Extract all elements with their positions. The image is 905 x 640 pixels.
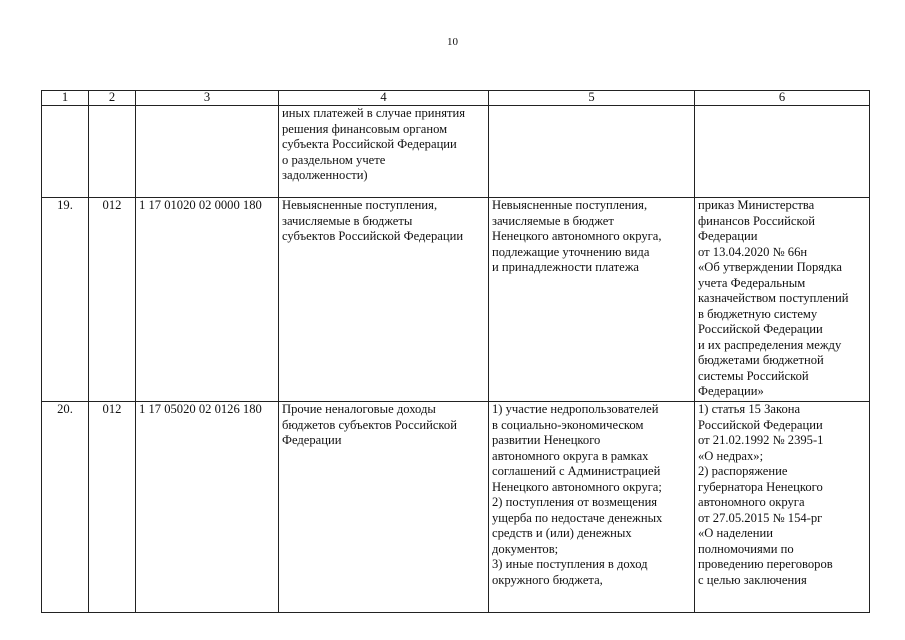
- header-col-1: 1: [42, 91, 89, 106]
- text-line: Невыясненные поступления,: [492, 198, 648, 212]
- text-line: зачисляемые в бюджет: [492, 213, 614, 228]
- text-line: губернатора Ненецкого: [698, 479, 823, 494]
- text-line: развитии Ненецкого: [492, 433, 601, 447]
- text-line: окружного бюджета,: [492, 572, 603, 587]
- text-line: 3) иные поступления в доход: [492, 557, 648, 571]
- table-row-continuation: [42, 106, 870, 198]
- text-line: Ненецкого автономного округа,: [492, 229, 662, 243]
- text-line: «О недрах»;: [698, 448, 764, 463]
- text-line: полномочиями по: [698, 541, 794, 556]
- header-col-4: 4: [279, 91, 489, 106]
- cell-admin-code: 012: [89, 402, 136, 613]
- text-line: зачисляемые в бюджеты: [282, 213, 413, 228]
- cell-number: [42, 106, 89, 198]
- table-row: [42, 198, 870, 402]
- text-line: субъекта Российской Федерации: [282, 137, 457, 151]
- text-line: Федерации»: [698, 384, 764, 398]
- text-line: системы Российской: [698, 368, 809, 383]
- revenue-classification-table: [41, 90, 870, 613]
- text-line: «Об утверждении Порядка: [698, 260, 842, 274]
- text-line: финансов Российской: [698, 213, 816, 228]
- text-line: учета Федеральным: [698, 275, 806, 290]
- text-line: от 13.04.2020 № 66н: [698, 244, 808, 259]
- text-line: 2) поступления от возмещения: [492, 495, 658, 509]
- header-col-6: 6: [695, 91, 870, 106]
- text-line: от 27.05.2015 № 154-рг: [698, 510, 823, 525]
- cell-admin-code: [89, 106, 136, 198]
- text-line: средств и (или) денежных: [492, 526, 632, 540]
- text-line: 2) распоряжение: [698, 464, 788, 478]
- text-line: Федерации: [282, 433, 342, 447]
- text-line: иных платежей в случае принятия: [282, 106, 466, 120]
- cell-income-name: [279, 106, 489, 198]
- text-line: Невыясненные поступления,: [282, 198, 438, 212]
- text-line: ущерба по недостаче денежных: [492, 510, 663, 525]
- page-number: 10: [447, 36, 458, 48]
- text-line: бюджетов субъектов Российской: [282, 417, 457, 432]
- text-line: бюджетами бюджетной: [698, 353, 824, 367]
- text-line: Ненецкого автономного округа;: [492, 479, 662, 494]
- cell-income-name: [279, 198, 489, 402]
- text-line: Прочие неналоговые доходы: [282, 402, 436, 416]
- table-header-row: [42, 91, 870, 106]
- text-line: в бюджетную систему: [698, 306, 818, 321]
- text-line: и их распределения между: [698, 337, 842, 352]
- cell-legal-basis: [695, 198, 870, 402]
- text-line: Российской Федерации: [698, 417, 823, 432]
- cell-income-name: [279, 402, 489, 613]
- text-line: 1) статья 15 Закона: [698, 402, 801, 416]
- cell-description: [489, 198, 695, 402]
- cell-budget-code: 1 17 05020 02 0126 180: [136, 402, 279, 613]
- text-line: задолженности): [282, 168, 368, 182]
- cell-legal-basis: [695, 106, 870, 198]
- cell-number: 19.: [42, 198, 89, 402]
- text-line: приказ Министерства: [698, 198, 815, 212]
- text-line: казначейством поступлений: [698, 291, 849, 305]
- cell-description: [489, 106, 695, 198]
- text-line: о раздельном учете: [282, 152, 386, 167]
- text-line: в социально-экономическом: [492, 417, 644, 432]
- header-col-3: 3: [136, 91, 279, 106]
- text-line: «О наделении: [698, 526, 773, 540]
- text-line: от 21.02.1992 № 2395-1: [698, 433, 824, 447]
- text-line: и принадлежности платежа: [492, 260, 639, 274]
- text-line: Федерации: [698, 229, 758, 243]
- text-line: решения финансовым органом: [282, 121, 448, 136]
- header-col-2: 2: [89, 91, 136, 106]
- text-line: проведению переговоров: [698, 557, 833, 571]
- table-row: [42, 402, 870, 613]
- cell-legal-basis: [695, 402, 870, 613]
- text-line: с целью заключения: [698, 572, 807, 587]
- cell-admin-code: 012: [89, 198, 136, 402]
- cell-budget-code: [136, 106, 279, 198]
- cell-number: 20.: [42, 402, 89, 613]
- text-line: Российской Федерации: [698, 322, 823, 336]
- text-line: 1) участие недропользователей: [492, 402, 659, 416]
- text-line: соглашений с Администрацией: [492, 464, 661, 478]
- text-line: субъектов Российской Федерации: [282, 229, 464, 243]
- text-line: автономного округа: [698, 495, 805, 509]
- header-col-5: 5: [489, 91, 695, 106]
- cell-description: [489, 402, 695, 613]
- text-line: автономного округа в рамках: [492, 448, 649, 463]
- text-line: документов;: [492, 541, 559, 556]
- cell-budget-code: 1 17 01020 02 0000 180: [136, 198, 279, 402]
- text-line: подлежащие уточнению вида: [492, 244, 650, 259]
